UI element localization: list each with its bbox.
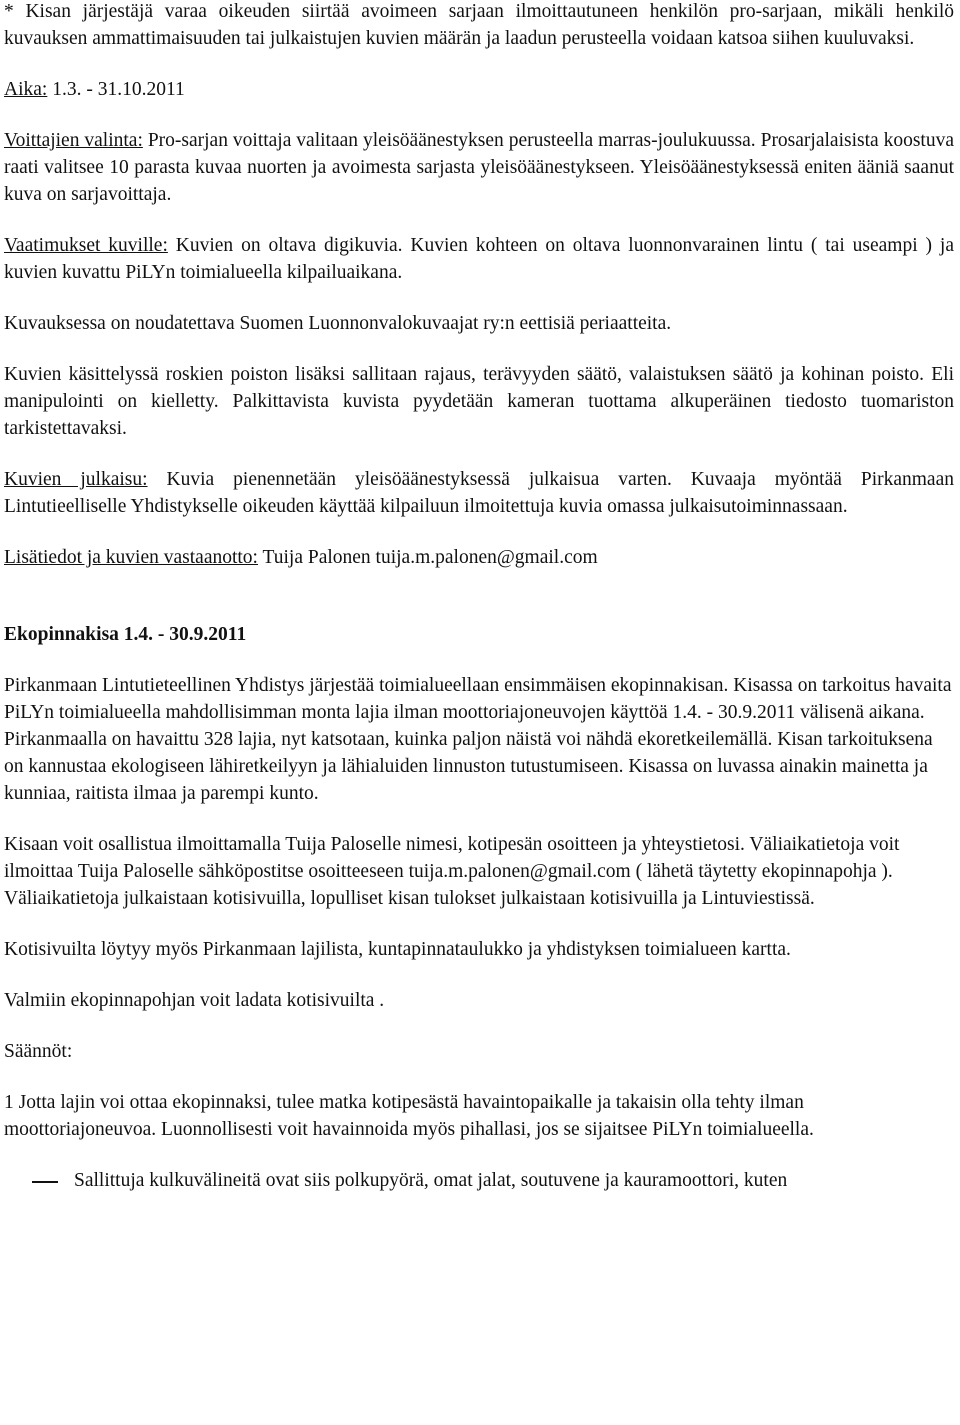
- aika-paragraph: [4, 76, 954, 103]
- saannot-heading: Säännöt:: [4, 1041, 73, 1062]
- ekopinnakisa-intro: Pirkanmaan Lintutieteellinen Yhdistys järjestää toimialueellaan ensimmäisen ekopinnakisan. Kisassa on tarkoitus havaita PiLYn toimialueella mahdollisimman monta lajia ilman moottoriajoneuvojen käyttöä 1.4. - 30.9.2011 välisenä aikana. Pirkanmaalla on havaittu 328 lajia, nyt katsotaan, kuinka paljon näistä voi nähdä ekoretkeilemällä. Kisan tarkoituksena on kannustaa ekologiseen lähiretkeilyyn ja lähialuiden linnuston tutustumiseen. Kisassa on luvassa ainakin mainetta ja kunniaa, raitista ilmaa ja parempi kunto.: [4, 675, 952, 804]
- julkaisu-label: Kuvien julkaisu:: [4, 469, 148, 490]
- ekopinnakisa-download: Valmiin ekopinnapohjan voit ladata kotisivuilta .: [4, 990, 385, 1011]
- lisatiedot-label: Lisätiedot ja kuvien vastaanotto:: [4, 547, 258, 568]
- kuvaus-paragraph: Kuvauksessa on noudatettava Suomen Luonnonvalokuvaajat ry:n eettisiä periaatteita.: [4, 313, 672, 334]
- aika-label: Aika:: [4, 79, 48, 100]
- voittajien-text: Pro-sarjan voittaja valitaan yleisöäänestyksen perusteella marras-joulukuussa. Prosarjalaisista koostuva raati valitsee 10 parasta kuvaa nuorten ja avoimesta sarjasta yleisöäänestykseen. Yleisöäänestyksessä eniten ääniä saanut kuva on sarjavoittaja.: [4, 130, 954, 205]
- dash-bullet-icon: [4, 1167, 74, 1194]
- lisatiedot-paragraph: [4, 544, 954, 571]
- rule-1: 1 Jotta lajin voi ottaa ekopinnaksi, tulee matka kotipesästä havaintopaikalle ja takaisin olla tehty ilman moottoriajoneuvoa. Luonnollisesti voit havainnoida myös pihallasi, jos se sijaitsee PiLYn toimialueella.: [4, 1092, 814, 1140]
- ekopinnakisa-heading: Ekopinnakisa 1.4. - 30.9.2011: [4, 624, 247, 645]
- vaatimukset-label: Vaatimukset kuville:: [4, 235, 168, 256]
- lisatiedot-text: Tuija Palonen tuija.m.palonen@gmail.com: [257, 547, 598, 568]
- rule-bullet: [4, 1167, 954, 1194]
- julkaisu-text: Kuvia pienennetään yleisöäänestyksessä julkaisua varten. Kuvaaja myöntää Pirkanmaan Lintutieelliselle Yhdistykselle oikeuden käyttää kilpailuun ilmoitettuja kuvia omassa julkaisutoiminnassaan.: [4, 469, 954, 517]
- vaatimukset-paragraph: [4, 232, 954, 286]
- voittajien-paragraph: [4, 127, 954, 208]
- ekopinnakisa-homepage-info: Kotisivuilta löytyy myös Pirkanmaan lajilista, kuntapinnataulukko ja yhdistyksen toimialueen kartta.: [4, 939, 791, 960]
- ekopinnakisa-participation: Kisaan voit osallistua ilmoittamalla Tuija Paloselle nimesi, kotipesän osoitteen ja yhteystietosi. Väliaikatietoja voit ilmoittaa Tuija Paloselle sähköpostitse osoitteeseen tuija.m.palonen@gmail.com ( lähetä täytetty ekopinnapohja ). Väliaikatietoja julkaistaan kotisivuilla, lopulliset kisan tulokset julkaistaan kotisivuilla ja Lintuviestissä.: [4, 834, 900, 909]
- kasittely-paragraph: Kuvien käsittelyssä roskien poiston lisäksi sallitaan rajaus, terävyyden säätö, valaistuksen säätö ja kohinan poisto. Eli manipulointi on kielletty. Palkittavista kuvista pyydetään kameran tuottama alkuperäinen tiedosto tuomariston tarkistettavaksi.: [4, 364, 954, 439]
- vaatimukset-text: Kuvien on oltava digikuvia. Kuvien kohteen on oltava luonnonvarainen lintu ( tai useampi ) ja kuvien kuvattu PiLYn toimialueella kilpailuaikana.: [4, 235, 954, 283]
- voittajien-label: Voittajien valinta:: [4, 130, 143, 151]
- pro-sarja-note: * Kisan järjestäjä varaa oikeuden siirtää avoimeen sarjaan ilmoittautuneen henkilön pro-sarjaan, mikäli henkilö kuvauksen ammattimaisuuden tai julkaistujen kuvien määrän ja laadun perusteella voidaan katsoa siihen kuuluvaksi.: [4, 1, 954, 49]
- rule-bullet-text: Sallittuja kulkuvälineitä ovat siis polkupyörä, omat jalat, soutuvene ja kauramoottori, kuten: [74, 1170, 788, 1191]
- julkaisu-paragraph: [4, 466, 954, 520]
- aika-text: 1.3. - 31.10.2011: [47, 79, 185, 100]
